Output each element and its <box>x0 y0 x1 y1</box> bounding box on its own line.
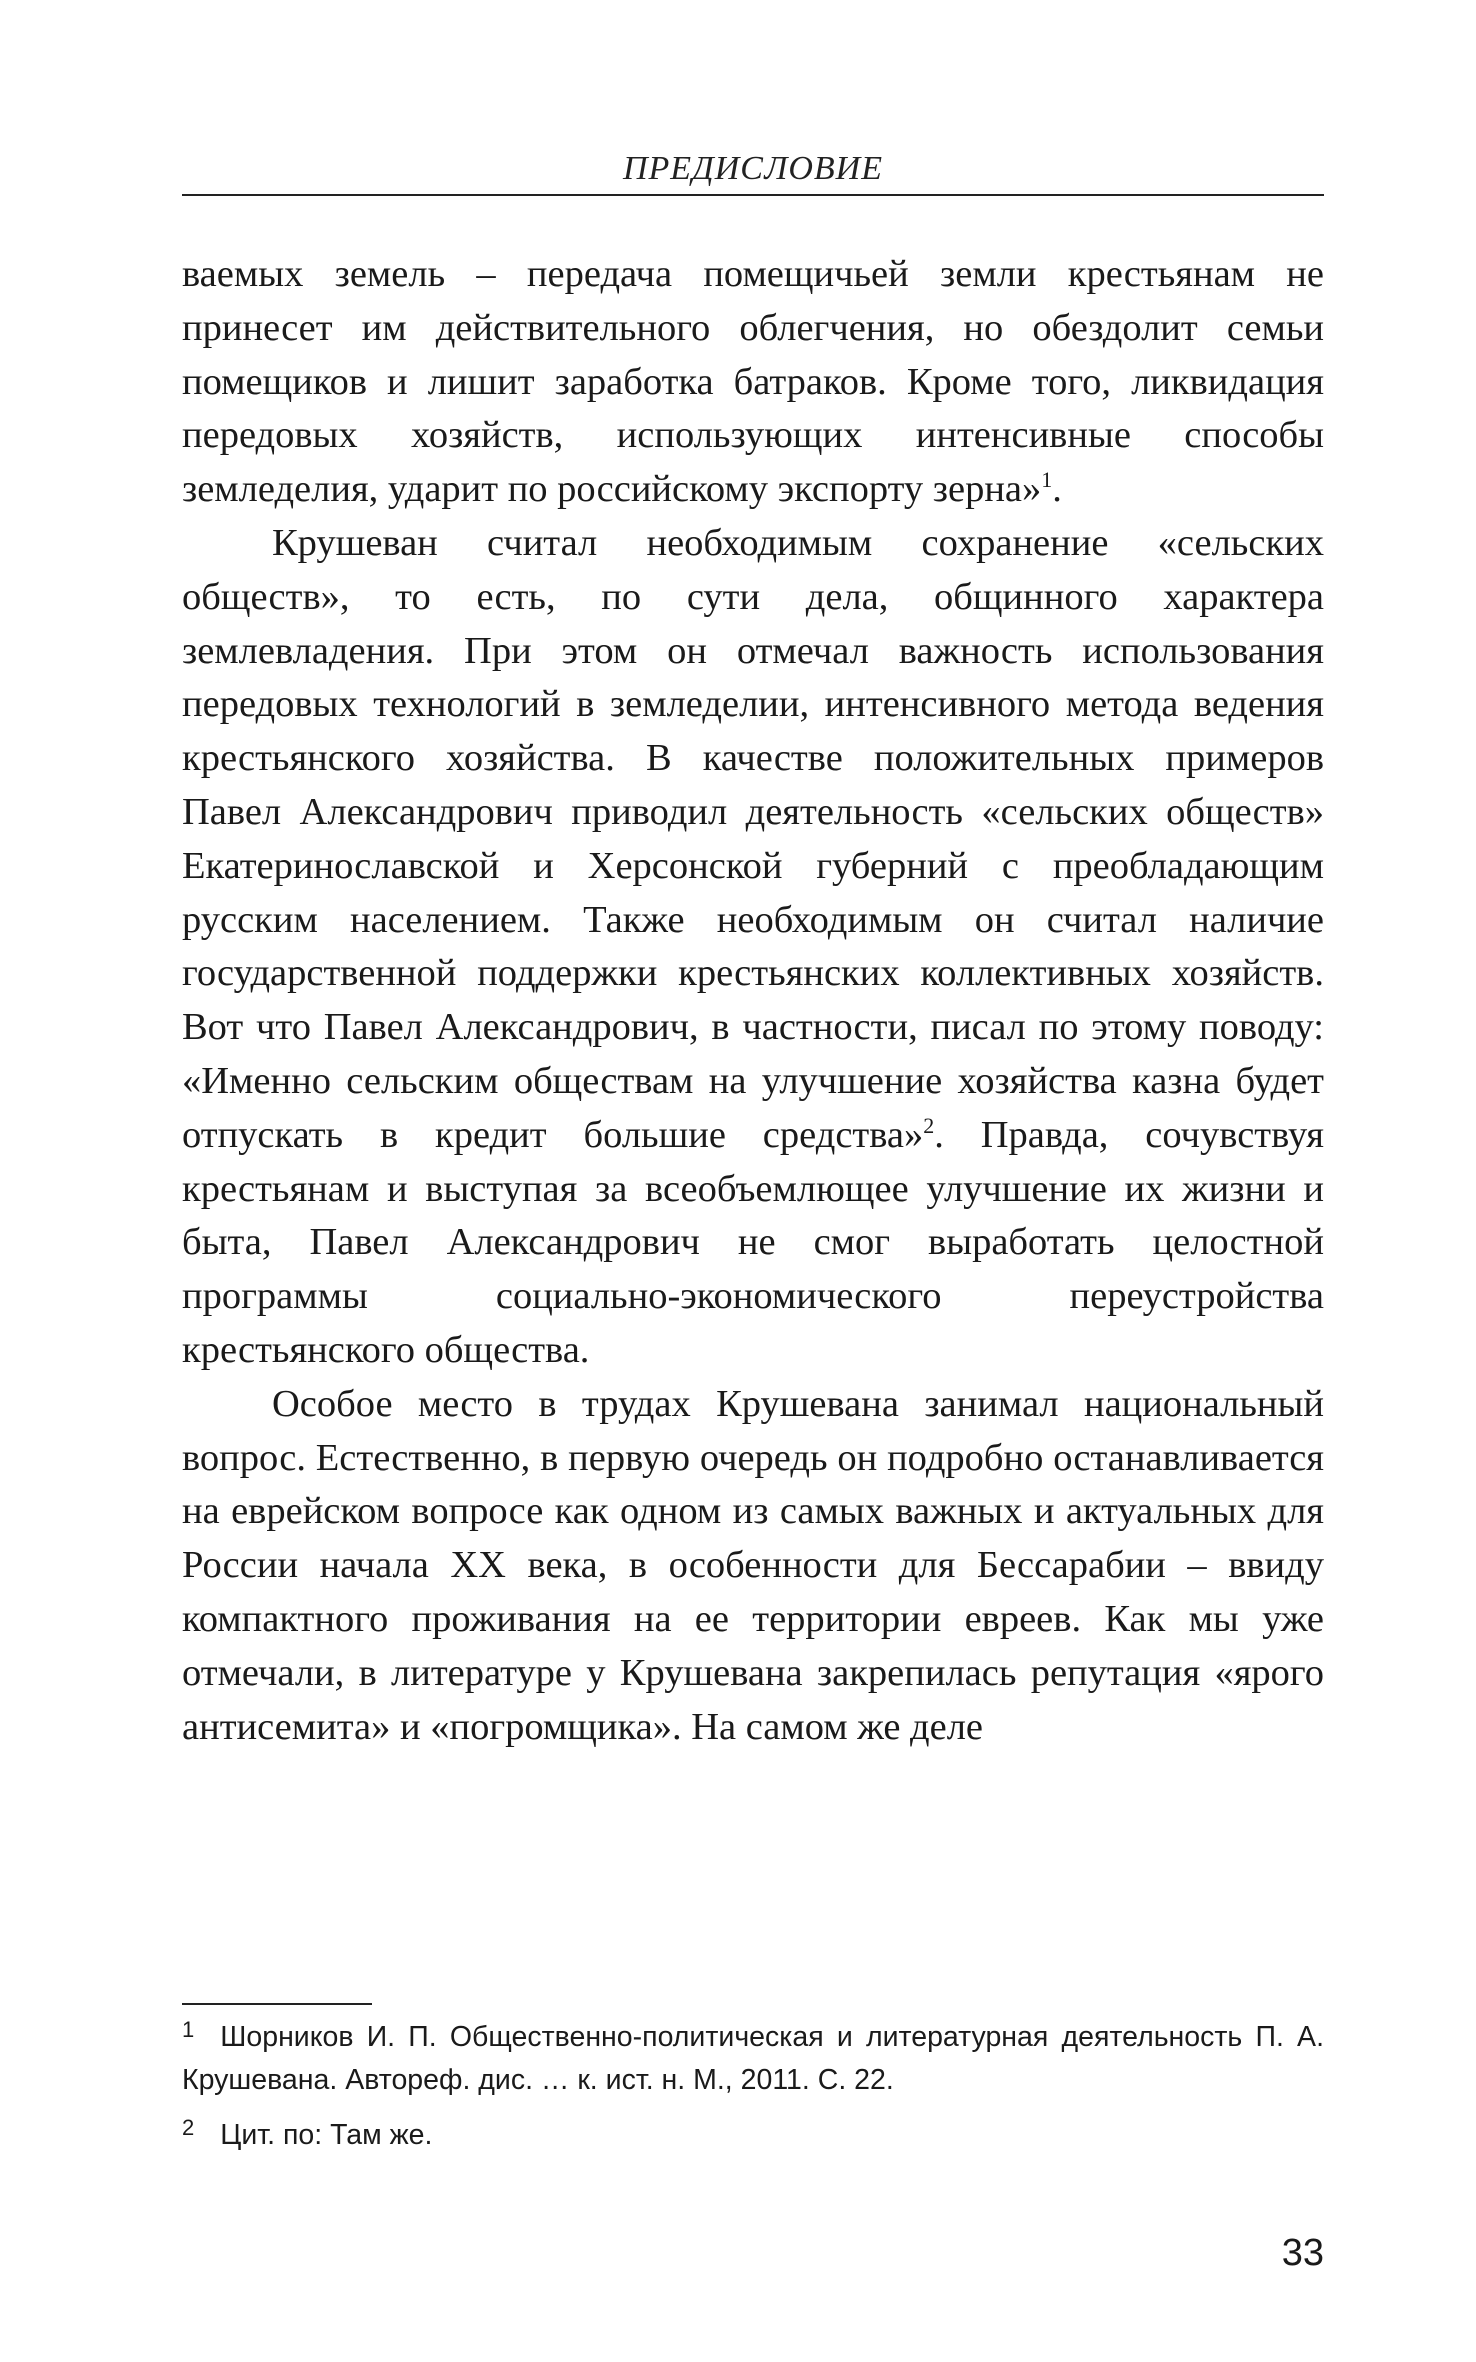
paragraph-1-text: ваемых земель – передача помещичьей земли крестьянам не принесет им действительного облегчения, но обездолит семьи помещиков и лишит заработка батраков. Кроме того, ликвидация передовых хозяйств, использующих интенсивные способы земледелия, ударит по российскому экспорту зерна» <box>182 253 1324 511</box>
footnote-mark-2: 2 <box>182 2115 195 2140</box>
footnote-mark-1: 1 <box>182 2017 195 2042</box>
footnotes <box>182 2016 1324 2169</box>
paragraph-2 <box>182 517 1324 1378</box>
footnote-ref-1[interactable]: 1 <box>1041 467 1053 493</box>
paragraph-1 <box>182 248 1324 517</box>
footnote-1 <box>182 2016 1324 2102</box>
footnote-ref-2[interactable]: 2 <box>923 1112 935 1138</box>
page-number: 33 <box>1281 2232 1324 2274</box>
header-rule <box>182 194 1324 196</box>
footnote-2 <box>182 2114 1324 2157</box>
paragraph-2-text-a: Крушеван считал необходимым сохранение «сельских обществ», то есть, по сути дела, общинного характера землевладения. При этом он отмечал важность использования передовых технологий в земледелии, интенсивного метода ведения крестьянского хозяйства. В качестве положительных примеров Павел Александрович приводил деятельность «сельских обществ» Екатеринославской и Херсонской губерний с преобладающим русским населением. Также необходимым он считал наличие государственной поддержки крестьянских коллективных хозяйств. Вот что Павел Александрович, в частности, писал по этому поводу: «Именно сельским обществам на улучшение хозяйства казна будет отпускать в кредит большие средства» <box>182 521 1324 1156</box>
body-text <box>182 248 1324 1754</box>
footnote-2-text: Цит. по: Там же. <box>220 2119 433 2151</box>
footnote-separator <box>182 2003 372 2005</box>
book-page <box>182 0 1324 2362</box>
paragraph-3 <box>182 1378 1324 1755</box>
paragraph-3-text: Особое место в трудах Крушевана занимал национальный вопрос. Естественно, в первую очередь он подробно останавливается на еврейском вопросе как одном из самых важных и актуальных для России начала XX века, в особенности для Бессарабии – ввиду компактного проживания на ее территории евреев. Как мы уже отмечали, в литературе у Крушевана закрепилась репутация «ярого антисемита» и «погромщика». На самом же деле <box>182 1382 1324 1748</box>
paragraph-2-text-b: . Правда, сочувствуя крестьянам и выступая за всеобъемлющее улучшение их жизни и быта, Павел Александрович не смог выработать целостной программы социально-экономического переустройства крестьянского общества. <box>182 1113 1324 1371</box>
paragraph-1-end: . <box>1052 468 1062 511</box>
footnote-1-text: Шорников И. П. Общественно-политическая и литературная деятельность П. А. Крушевана. Автореф. дис. … к. ист. н. М., 2011. С. 22. <box>182 2021 1324 2096</box>
running-header: ПРЕДИСЛОВИЕ <box>622 150 884 187</box>
